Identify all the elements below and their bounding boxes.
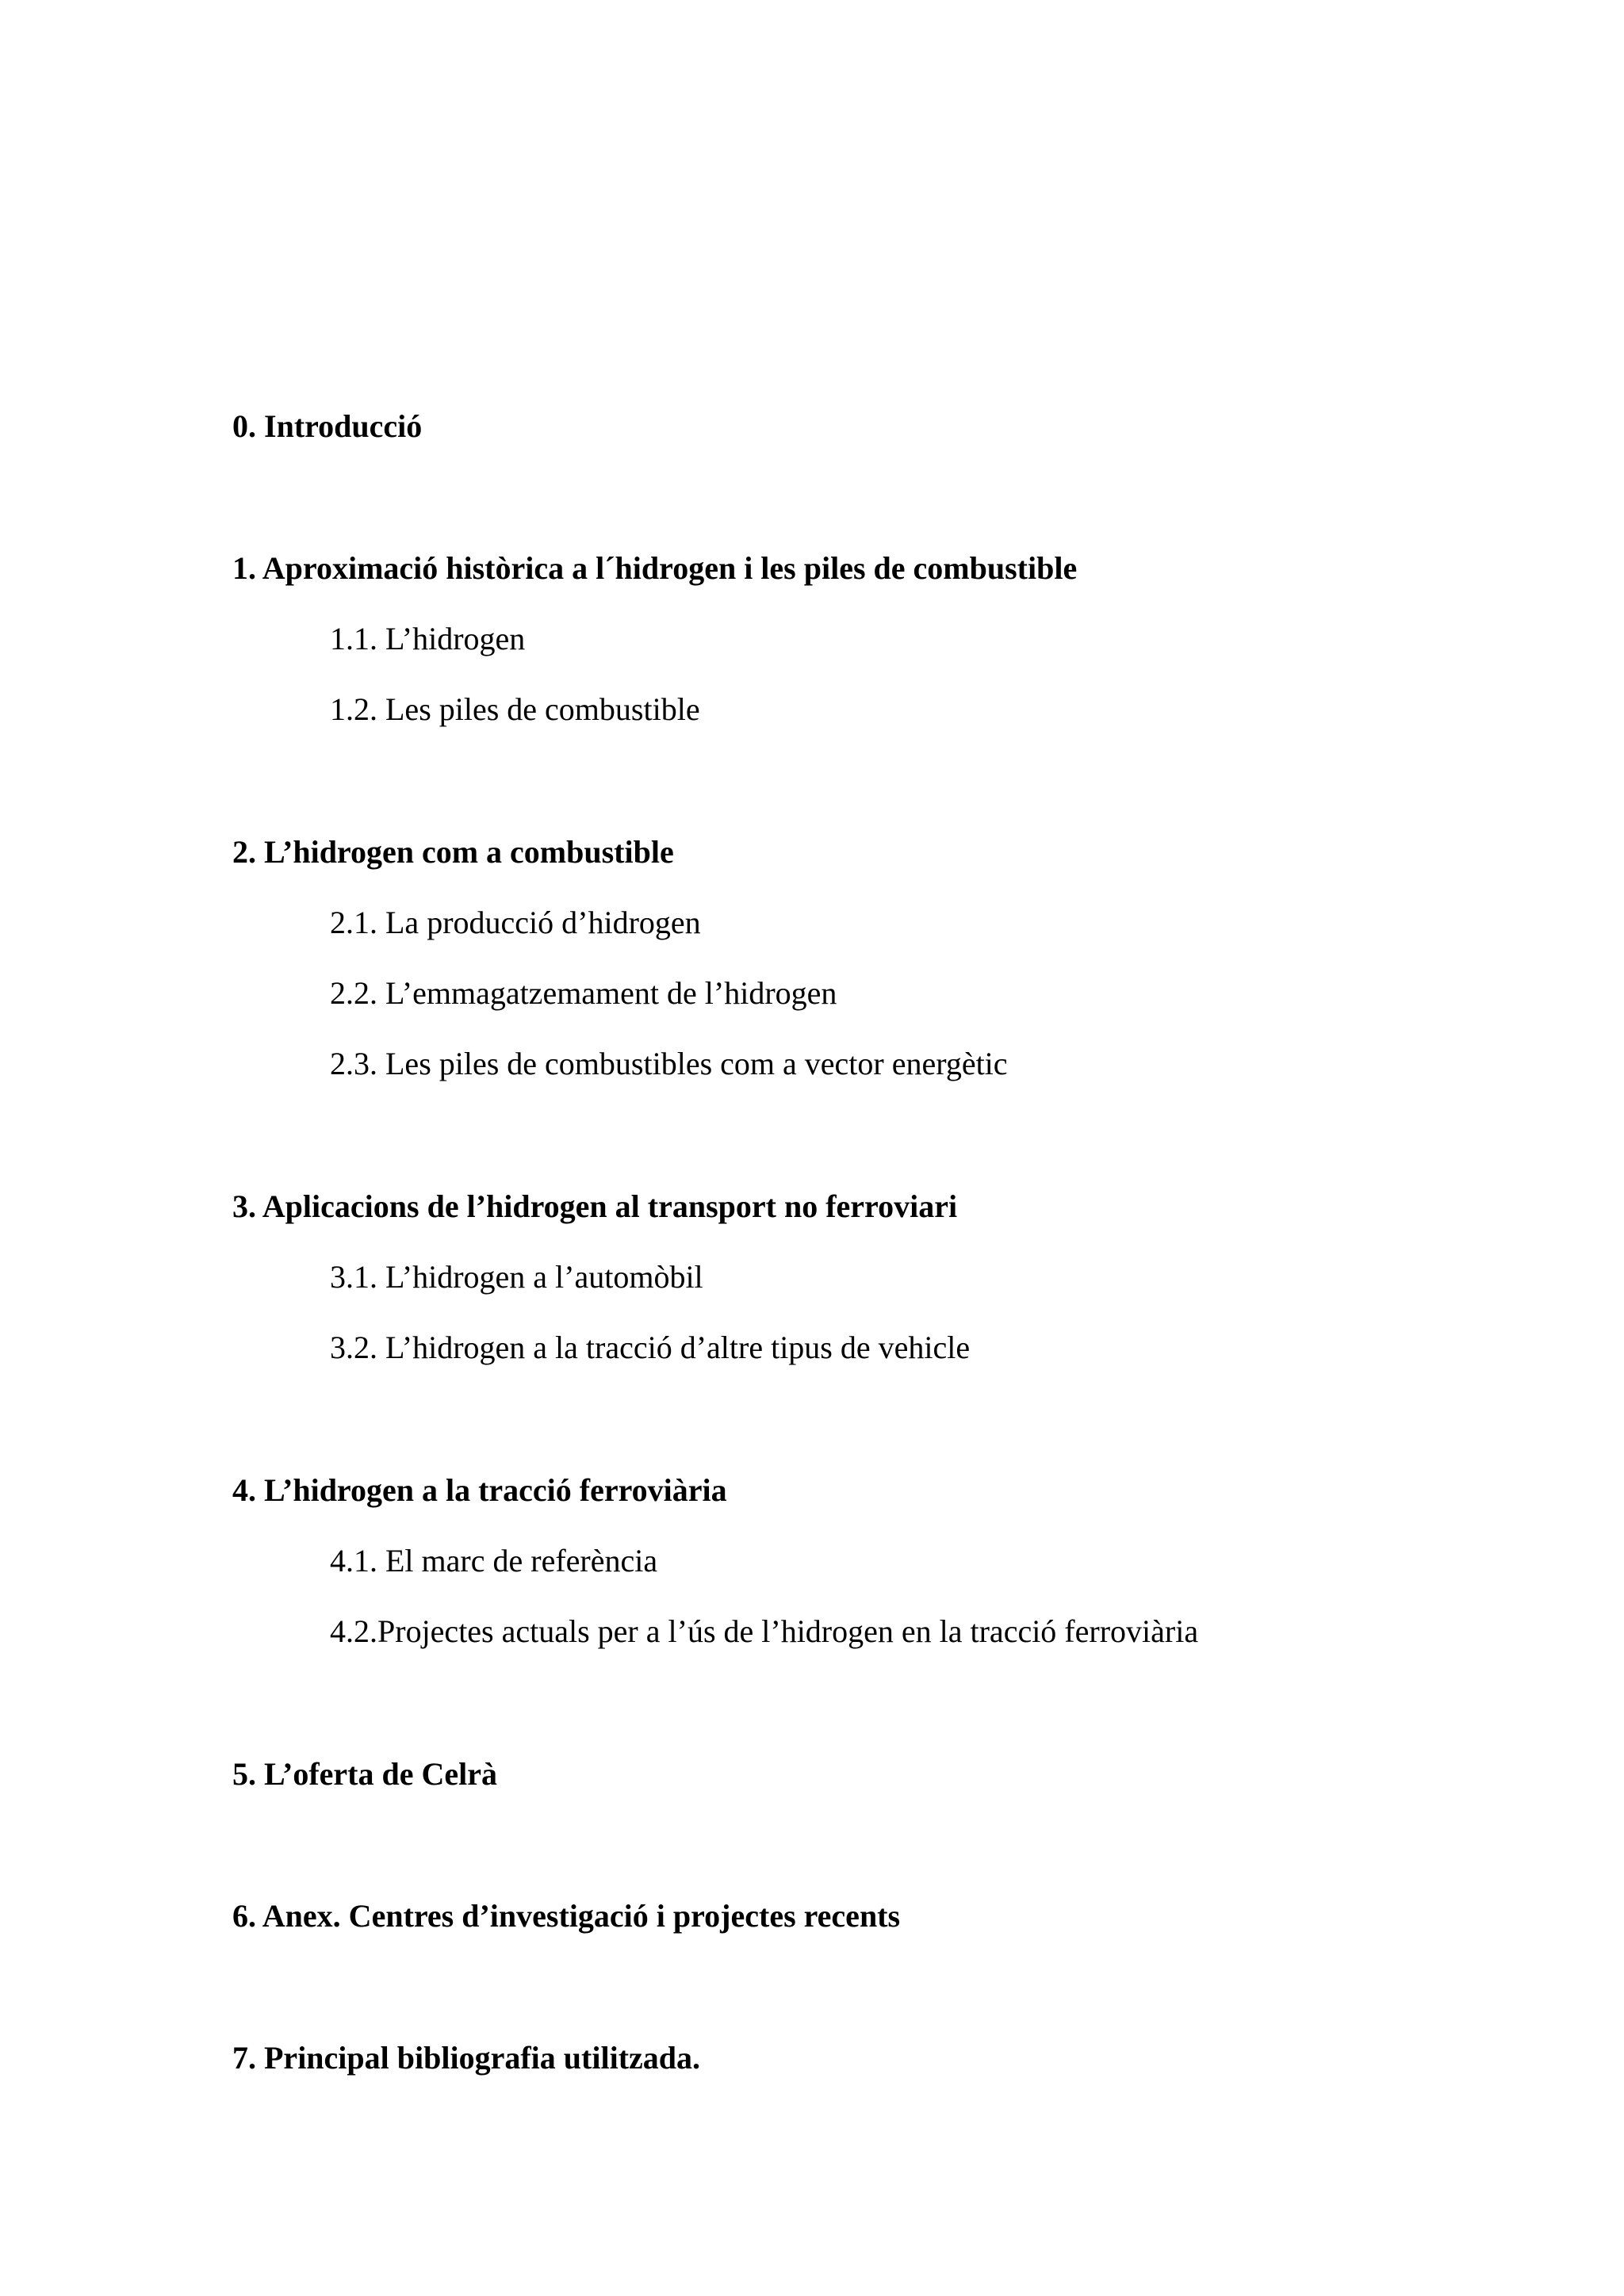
toc-subsection-2-3: 2.3. Les piles de combustibles com a vector energètic [330,1046,1008,1081]
toc-subsection-3-1: 3.1. L’hidrogen a l’automòbil [330,1259,703,1295]
toc-section-1: 1. Aproximació històrica a l´hidrogen i les piles de combustible [232,550,1078,586]
toc-section-7: 7. Principal bibliografia utilitzada. [232,2040,701,2076]
toc-section-3: 3. Aplicacions de l’hidrogen al transport no ferroviari [232,1188,958,1224]
toc-section-5: 5. L’oferta de Celrà [232,1756,497,1792]
toc-subsection-2-2: 2.2. L’emmagatzemament de l’hidrogen [330,975,837,1011]
toc-section-2: 2. L’hidrogen com a combustible [232,834,674,870]
toc-subsection-2-1: 2.1. La producció d’hidrogen [330,905,701,940]
toc-subsection-4-2: 4.2.Projectes actuals per a l’ús de l’hidrogen en la tracció ferroviària [330,1613,1199,1649]
toc-subsection-1-2: 1.2. Les piles de combustible [330,691,700,727]
toc-section-6: 6. Anex. Centres d’investigació i projectes recents [232,1898,901,1934]
toc-subsection-1-1: 1.1. L’hidrogen [330,621,526,656]
toc-section-4: 4. L’hidrogen a la tracció ferroviària [232,1472,727,1508]
toc-subsection-3-2: 3.2. L’hidrogen a la tracció d’altre tipus de vehicle [330,1330,971,1365]
toc-section-0: 0. Introducció [232,408,423,444]
toc-subsection-4-1: 4.1. El marc de referència [330,1543,658,1578]
